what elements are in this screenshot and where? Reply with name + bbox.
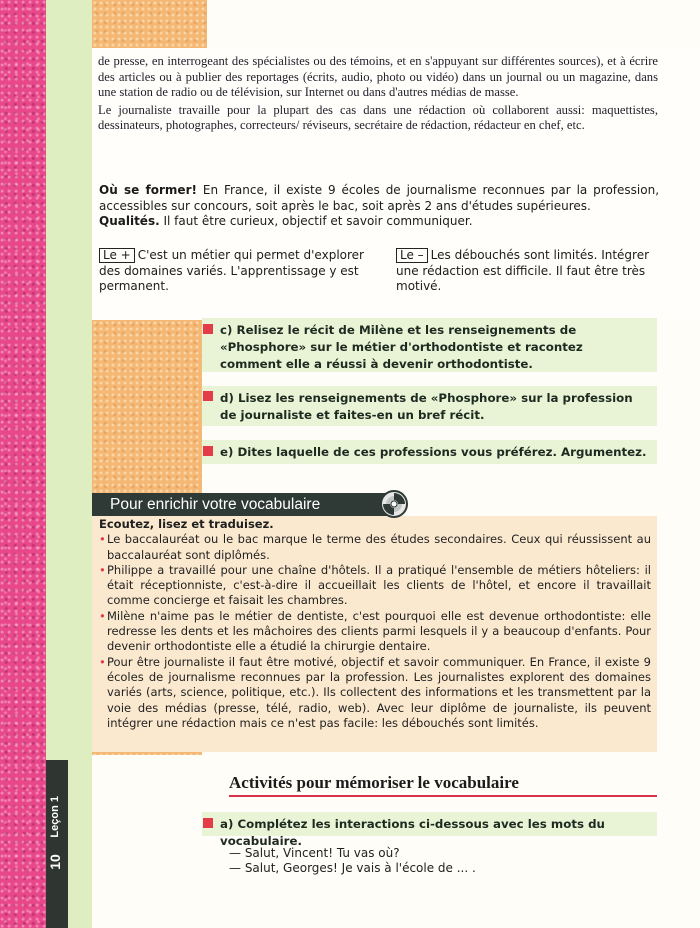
- activities-title: Activités pour mémoriser le vocabulaire: [229, 773, 519, 792]
- task-c-marker: [203, 324, 213, 334]
- task-a: a) Complétez les interactions ci-dessous avec les mots du vocabulaire.: [202, 812, 657, 836]
- task-e-marker: [203, 446, 213, 456]
- plus-box: Le +: [99, 248, 135, 263]
- vocabulary-item: • Pour être journaliste il faut être motivé, objectif et savoir communiquer. En France, il existe 9 écoles de journalisme reconnues par la profession. Les journalistes explorent des domaines variés (arts, science, politique, etc.). Ils collectent des informations et les transmettent par la voie des médias (presse, télé, radio, web). Avec leur diplôme de journaliste, ils peuvent intégrer une rédaction mais ce n'est pas facile: les débouchés sont limités.: [99, 655, 651, 731]
- task-d-marker: [203, 391, 213, 401]
- formation-text: En France, il existe 9 écoles de journalisme reconnues par la profession, accessibles sur concours, soit après le bac, soit après 2 ans d'études supérieures.: [99, 183, 660, 213]
- intro-paragraph-2: Le journaliste travaille pour la plupart des cas dans une rédaction où collaborent aussi: maquettistes, dessinateurs, photographes, correcteurs/ réviseurs, secrétaire de rédaction, rédacteur en chef, etc.: [98, 102, 658, 133]
- lesson-label: Leçon 1: [49, 796, 61, 838]
- dialog-line-1: — Salut, Vincent! Tu vas où?: [229, 846, 400, 860]
- formation-paragraph: [99, 183, 659, 214]
- dialog-line-2: — Salut, Georges! Je vais à l'école de ... .: [229, 861, 476, 875]
- minus-text: Les débouchés sont limités. Intégrer une rédaction est difficile. Il faut être très motivé.: [396, 248, 650, 293]
- vocabulary-item: • Le baccalauréat ou le bac marque le terme des études secondaires. Ceux qui réussissent au baccalauréat sont diplômés.: [99, 532, 651, 563]
- page-number: 10: [47, 854, 63, 870]
- minus-box: Le –: [396, 248, 428, 263]
- vocabulary-header: Pour enrichir votre vocabulaire: [92, 493, 406, 516]
- journalist-description: [98, 54, 658, 136]
- formation-section: [99, 183, 659, 230]
- lesson-tab: [46, 760, 68, 928]
- vocabulary-list: [99, 532, 651, 731]
- qualities-text: Il faut être curieux, objectif et savoir communiquer.: [159, 214, 473, 228]
- vocabulary-item: • Milène n'aime pas le métier de dentiste, c'est pourquoi elle est devenue orthodontiste: elle redresse les dents et les mâchoires des clients parmi lesquels il y a beaucoup d'enfants. Pour devenir orthodontiste elle a étudié la chirurgie dentaire.: [99, 609, 651, 655]
- task-e: e) Dites laquelle de ces professions vous préférez. Argumentez.: [202, 440, 657, 464]
- advantages-block: [99, 248, 367, 295]
- task-d: d) Lisez les renseignements de «Phosphore» sur la profession de journaliste et faites-en un bref récit.: [202, 386, 657, 426]
- decorative-pink-stripe: [0, 0, 46, 928]
- plus-text: C'est un métier qui permet d'explorer des domaines variés. L'apprentissage y est permanent.: [99, 248, 364, 293]
- task-a-marker: [203, 818, 213, 828]
- vocabulary-content: [99, 517, 651, 731]
- qualities-paragraph: [99, 214, 659, 230]
- qualities-label: Qualités.: [99, 214, 160, 228]
- vocabulary-item: • Philippe a travaillé pour une chaîne d'hôtels. Il a pratiqué l'ensemble de métiers hôteliers: il était réceptionniste, c'est-à-dire il accueillait les clients de l'hôtel, et encore il travaillait comme concierge et faisait les chambres.: [99, 563, 651, 609]
- audio-cd-icon: [379, 489, 409, 519]
- vocabulary-instruction: Ecoutez, lisez et traduisez.: [99, 517, 274, 531]
- title-underline: [229, 795, 657, 797]
- intro-paragraph-1: de presse, en interrogeant des spécialistes ou des témoins, et en s'appuyant sur différentes sources), et à écrire des articles ou à publier des reportages (écrits, audio, photo ou vidéo) dans un journal ou un magazine, dans une station de radio ou de télévision, sur Internet ou dans d'autres médias de masse.: [98, 54, 658, 100]
- formation-label: Où se former!: [99, 183, 197, 197]
- task-c: c) Relisez le récit de Milène et les renseignements de «Phosphore» sur le métier d'orthodontiste et racontez comment elle a réussi à devenir orthodontiste.: [202, 318, 657, 372]
- disadvantages-block: [396, 248, 661, 295]
